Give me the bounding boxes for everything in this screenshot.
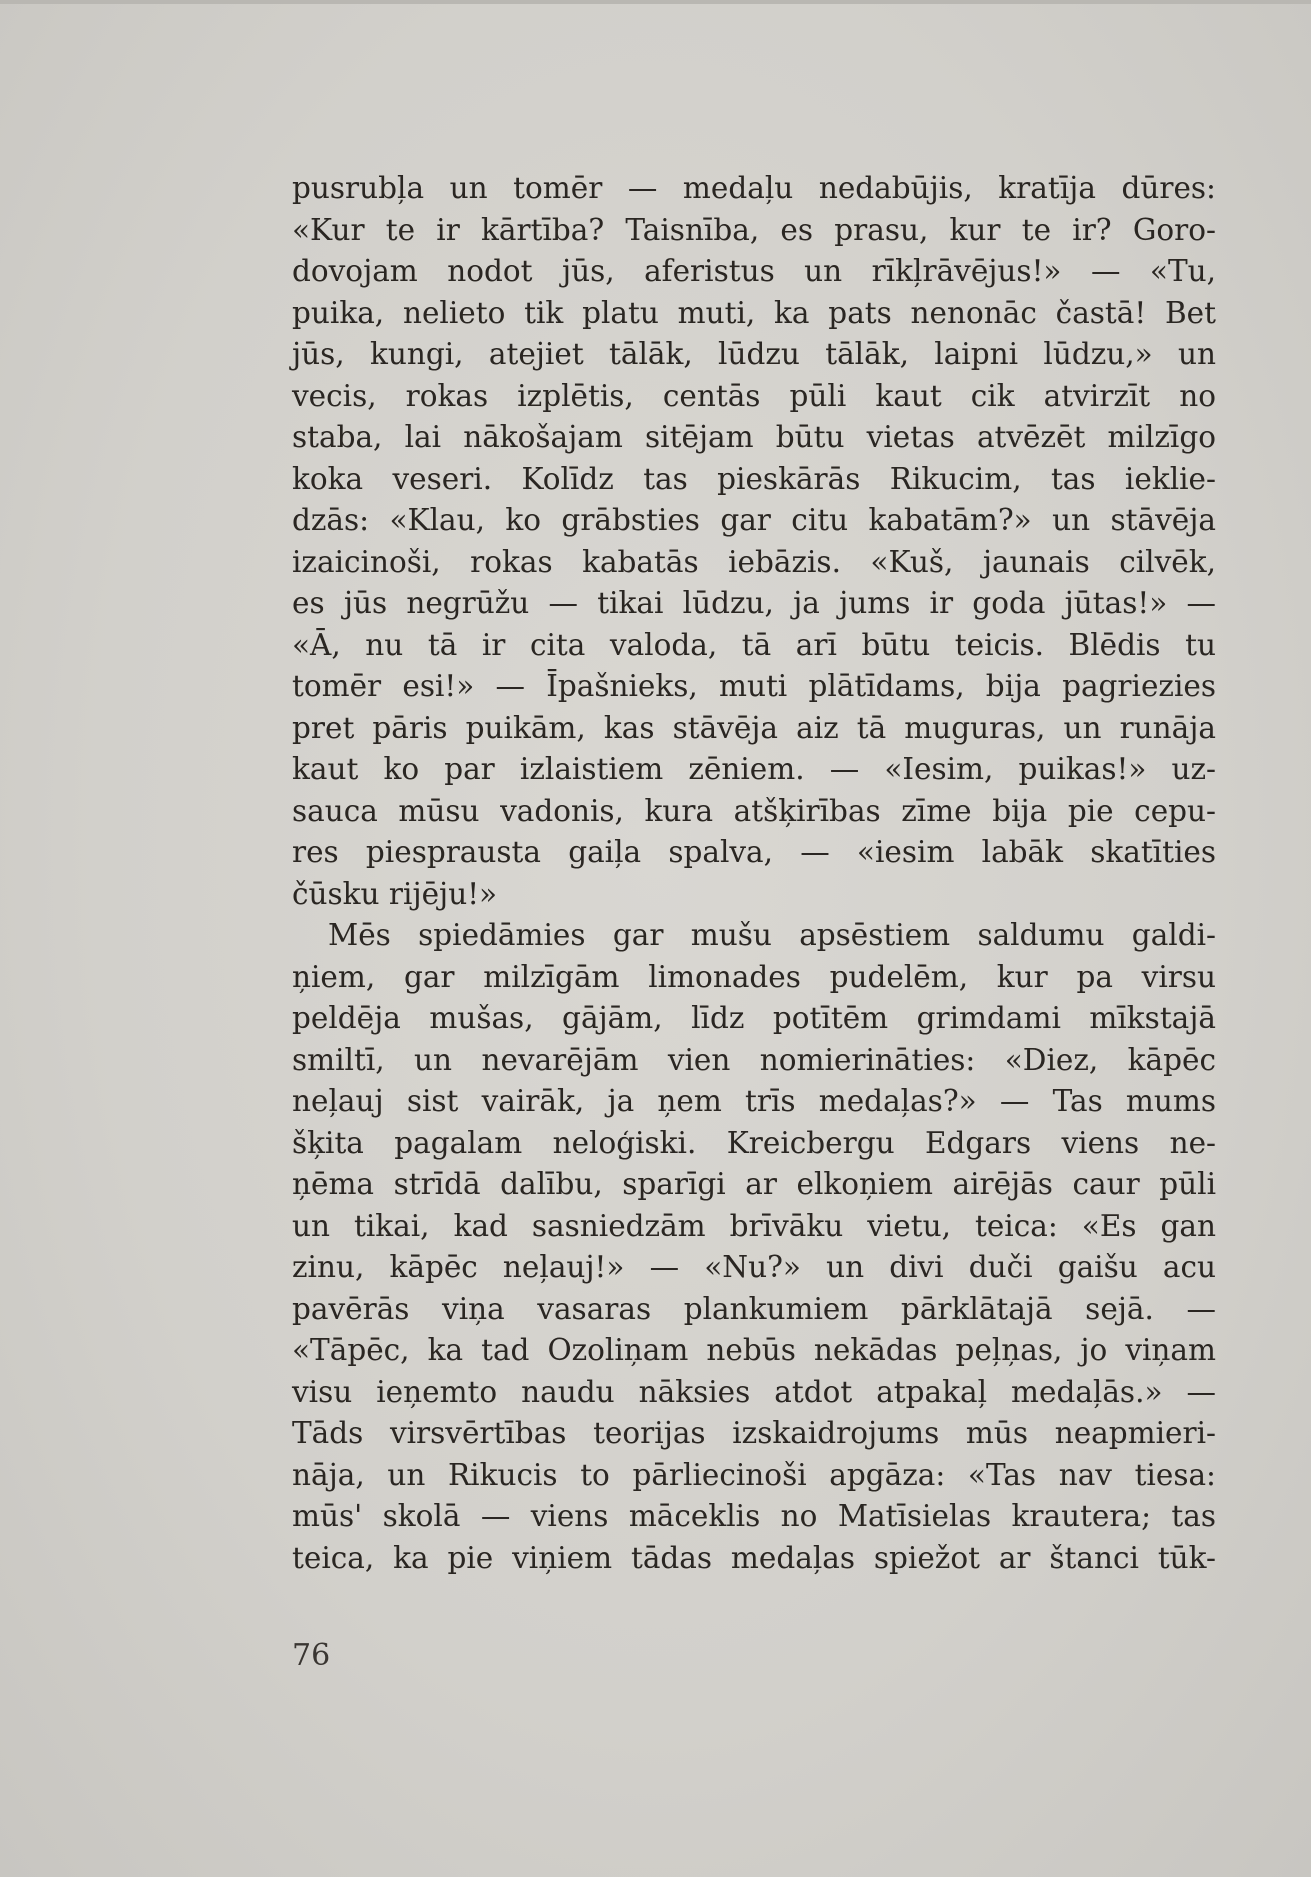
text-line: kaut ko par izlaistiem zēniem. — «Iesim, puikas!» uz- [292,752,1216,786]
text-line: pavērās viņa vasaras plankumiem pārklātajā sejā. — [292,1291,1216,1326]
text-line: un tikai, kad sasniedzām brīvāku vietu, teica: «Es gan [292,1208,1216,1243]
text-line: zinu, kāpēc neļauj!» — «Nu?» un divi duči gaišu acu [292,1250,1216,1284]
text-line: sauca mūsu vadonis, kura atšķirības zīme bija pie cepu- [292,793,1216,828]
paragraph-first-line: Mēs spiedāmies gar mušu apsēstiem saldumu galdi- [328,918,1216,952]
page-top-edge [0,0,1311,4]
text-line: res piesprausta gaiļa spalva, — «iesim labāk skatīties [292,835,1216,869]
text-line: smiltī, un nevarējām vien nomierināties: «Diez, kāpēc [292,1042,1216,1077]
text-line: pret pāris puikām, kas stāvēja aiz tā muguras, un runāja [292,710,1216,745]
text-line: dzās: «Klau, ko grābsties gar citu kabatām?» un stāvēja [292,503,1216,537]
text-line: teica, ka pie viņiem tādas medaļas spiežot ar štanci tūk- [292,1540,1216,1575]
text-line: vecis, rokas izplētis, centās pūli kaut cik atvirzīt no [292,378,1216,413]
text-line: visu ieņemto naudu nāksies atdot atpakaļ medaļās.» — [292,1374,1216,1409]
text-line: ņiem, gar milzīgām limonades pudelēm, kur pa virsu [292,959,1216,994]
text-line: es jūs negrūžu — tikai lūdzu, ja jums ir goda jūtas!» — [292,586,1216,620]
text-line: staba, lai nākošajam sitējam būtu vietas atvēzēt milzīgo [292,420,1216,454]
text-line: neļauj sist vairāk, ja ņem trīs medaļas?» — Tas mums [292,1084,1216,1118]
text-line: puika, nelieto tik platu muti, ka pats nenonāc častā! Bet [292,295,1216,330]
text-line: mūs' skolā — viens māceklis no Matīsielas krautera; tas [292,1499,1216,1533]
text-line: pusrubļa un tomēr — medaļu nedabūjis, kratīja dūres: [292,171,1216,205]
text-line: dovojam nodot jūs, aferistus un rīkļrāvējus!» — «Tu, [292,254,1216,288]
text-line: «Ā, nu tā ir cita valoda, tā arī būtu teicis. Blēdis tu [292,627,1216,662]
text-line: šķita pagalam neloģiski. Kreicbergu Edgars viens ne- [292,1125,1216,1160]
text-line: jūs, kungi, atejiet tālāk, lūdzu tālāk, laipni lūdzu,» un [292,337,1216,371]
text-line: Tāds virsvērtības teorijas izskaidrojums mūs neapmieri- [292,1416,1216,1450]
text-line: tomēr esi!» — Īpašnieks, muti plātīdams, bija pagriezies [292,669,1216,703]
paragraph-last-line: čūsku rijēju!» [292,876,498,911]
page-number: 76 [292,1638,331,1673]
text-line: koka veseri. Kolīdz tas pieskārās Rikucim, tas ieklie- [292,461,1216,496]
text-line: «Kur te ir kārtība? Taisnība, es prasu, kur te ir? Goro- [292,212,1216,247]
text-line: peldēja mušas, gājām, līdz potītēm grimdami mīkstajā [292,1001,1216,1035]
text-line: «Tāpēc, ka tad Ozoliņam nebūs nekādas peļņas, jo viņam [292,1333,1216,1367]
text-line: izaicinoši, rokas kabatās iebāzis. «Kuš, jaunais cilvēk, [292,544,1216,579]
body-text [292,168,1216,1579]
text-line: nāja, un Rikucis to pārliecinoši apgāza: «Tas nav tiesa: [292,1457,1216,1492]
text-line: ņēma strīdā dalību, sparīgi ar elkoņiem airējās caur pūli [292,1167,1216,1201]
